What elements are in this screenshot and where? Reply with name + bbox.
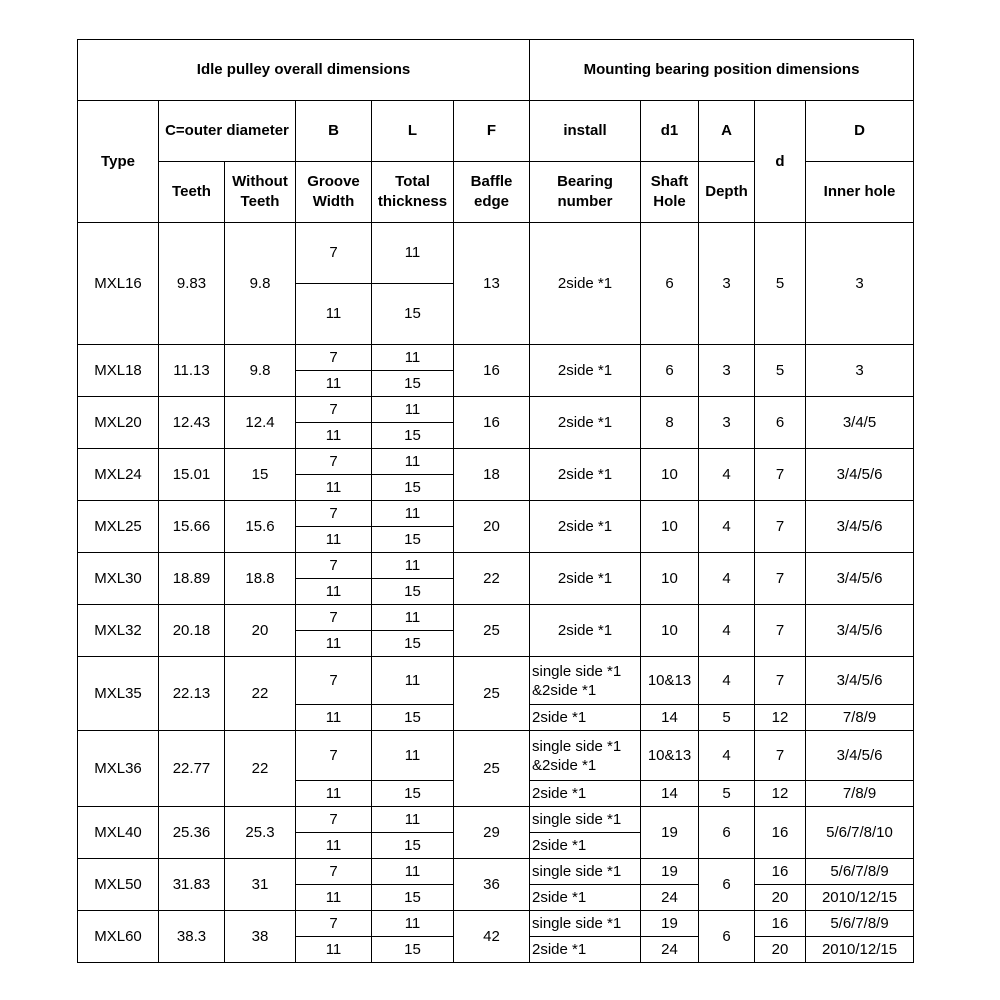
without-teeth-cell: 9.8: [225, 345, 296, 397]
d-cell: 12: [755, 705, 806, 731]
d-cell: 5: [755, 223, 806, 345]
baffle-edge-cell: 25: [454, 657, 530, 731]
header-d1: d1: [641, 101, 699, 162]
install-cell: 2side *1: [530, 345, 641, 397]
baffle-edge-cell: 13: [454, 223, 530, 345]
teeth-cell: 25.36: [159, 807, 225, 859]
shaft-hole-cell: 10: [641, 553, 699, 605]
groove-width-cell: 7: [296, 345, 372, 371]
install-cell: 2side *1: [530, 705, 641, 731]
depth-cell: 3: [699, 397, 755, 449]
depth-cell: 4: [699, 449, 755, 501]
groove-width-cell: 7: [296, 501, 372, 527]
d-cell: 12: [755, 781, 806, 807]
type-cell: MXL32: [78, 605, 159, 657]
baffle-edge-cell: 20: [454, 501, 530, 553]
inner-hole-cell: 2010/12/15: [806, 885, 914, 911]
table-row: [78, 501, 914, 527]
d-cell: 7: [755, 501, 806, 553]
depth-cell: 6: [699, 859, 755, 911]
type-cell: MXL18: [78, 345, 159, 397]
depth-cell: 6: [699, 807, 755, 859]
table-row: [78, 397, 914, 423]
d-cell: 16: [755, 859, 806, 885]
depth-cell: 3: [699, 223, 755, 345]
header-shaft-hole: Shaft Hole: [641, 162, 699, 223]
depth-cell: 4: [699, 605, 755, 657]
without-teeth-cell: 22: [225, 731, 296, 807]
without-teeth-cell: 18.8: [225, 553, 296, 605]
type-cell: MXL24: [78, 449, 159, 501]
total-thickness-cell: 11: [372, 449, 454, 475]
header-install: install: [530, 101, 641, 162]
total-thickness-cell: 11: [372, 807, 454, 833]
depth-cell: 4: [699, 501, 755, 553]
total-thickness-cell: 11: [372, 657, 454, 705]
install-cell: 2side *1: [530, 501, 641, 553]
type-cell: MXL36: [78, 731, 159, 807]
header-d-big: D: [806, 101, 914, 162]
d-cell: 20: [755, 937, 806, 963]
groove-width-cell: 11: [296, 371, 372, 397]
groove-width-cell: 7: [296, 449, 372, 475]
without-teeth-cell: 9.8: [225, 223, 296, 345]
type-cell: MXL50: [78, 859, 159, 911]
shaft-hole-cell: 19: [641, 859, 699, 885]
type-cell: MXL30: [78, 553, 159, 605]
total-thickness-cell: 15: [372, 284, 454, 345]
header-depth: Depth: [699, 162, 755, 223]
baffle-edge-cell: 25: [454, 731, 530, 807]
d-cell: 6: [755, 397, 806, 449]
header-bearing-position-dimensions: Mounting bearing position dimensions: [530, 40, 914, 101]
teeth-cell: 15.66: [159, 501, 225, 553]
shaft-hole-cell: 24: [641, 937, 699, 963]
without-teeth-cell: 15: [225, 449, 296, 501]
table-row: [78, 223, 914, 284]
teeth-cell: 18.89: [159, 553, 225, 605]
total-thickness-cell: 11: [372, 553, 454, 579]
groove-width-cell: 11: [296, 705, 372, 731]
inner-hole-cell: 5/6/7/8/9: [806, 859, 914, 885]
total-thickness-cell: 11: [372, 859, 454, 885]
inner-hole-cell: 7/8/9: [806, 781, 914, 807]
install-cell: single side *1 &2side *1: [530, 731, 641, 781]
teeth-cell: 22.13: [159, 657, 225, 731]
header-type: Type: [78, 101, 159, 223]
groove-width-cell: 11: [296, 885, 372, 911]
baffle-edge-cell: 22: [454, 553, 530, 605]
column-header-row: [78, 101, 914, 162]
without-teeth-cell: 20: [225, 605, 296, 657]
groove-width-cell: 7: [296, 859, 372, 885]
header-without-teeth: Without Teeth: [225, 162, 296, 223]
header-teeth: Teeth: [159, 162, 225, 223]
total-thickness-cell: 11: [372, 911, 454, 937]
total-thickness-cell: 11: [372, 731, 454, 781]
groove-width-cell: 11: [296, 423, 372, 449]
baffle-edge-cell: 16: [454, 397, 530, 449]
table-row: [78, 807, 914, 833]
table-row: [78, 731, 914, 781]
baffle-edge-cell: 36: [454, 859, 530, 911]
d-cell: 7: [755, 605, 806, 657]
shaft-hole-cell: 19: [641, 911, 699, 937]
d-cell: 20: [755, 885, 806, 911]
inner-hole-cell: 3/4/5/6: [806, 553, 914, 605]
shaft-hole-cell: 10: [641, 501, 699, 553]
inner-hole-cell: 7/8/9: [806, 705, 914, 731]
d-cell: 7: [755, 657, 806, 705]
without-teeth-cell: 15.6: [225, 501, 296, 553]
teeth-cell: 11.13: [159, 345, 225, 397]
total-thickness-cell: 15: [372, 937, 454, 963]
install-cell: 2side *1: [530, 885, 641, 911]
total-thickness-cell: 11: [372, 345, 454, 371]
type-cell: MXL40: [78, 807, 159, 859]
inner-hole-cell: 5/6/7/8/10: [806, 807, 914, 859]
header-total-thickness: Total thickness: [372, 162, 454, 223]
teeth-cell: 20.18: [159, 605, 225, 657]
baffle-edge-cell: 42: [454, 911, 530, 963]
groove-width-cell: 7: [296, 807, 372, 833]
depth-cell: 4: [699, 731, 755, 781]
group-header-row: [78, 40, 914, 101]
header-d-small: d: [755, 101, 806, 223]
inner-hole-cell: 3/4/5/6: [806, 501, 914, 553]
d-cell: 5: [755, 345, 806, 397]
total-thickness-cell: 15: [372, 371, 454, 397]
pulley-spec-table: [77, 39, 914, 963]
baffle-edge-cell: 16: [454, 345, 530, 397]
baffle-edge-cell: 18: [454, 449, 530, 501]
groove-width-cell: 11: [296, 475, 372, 501]
total-thickness-cell: 15: [372, 423, 454, 449]
d-cell: 7: [755, 449, 806, 501]
groove-width-cell: 7: [296, 553, 372, 579]
install-cell: single side *1: [530, 807, 641, 833]
teeth-cell: 15.01: [159, 449, 225, 501]
depth-cell: 5: [699, 705, 755, 731]
inner-hole-cell: 3/4/5/6: [806, 605, 914, 657]
shaft-hole-cell: 24: [641, 885, 699, 911]
shaft-hole-cell: 14: [641, 705, 699, 731]
groove-width-cell: 7: [296, 397, 372, 423]
shaft-hole-cell: 10&13: [641, 657, 699, 705]
install-cell: 2side *1: [530, 605, 641, 657]
depth-cell: 3: [699, 345, 755, 397]
install-cell: 2side *1: [530, 833, 641, 859]
type-cell: MXL60: [78, 911, 159, 963]
table-row: [78, 345, 914, 371]
groove-width-cell: 7: [296, 657, 372, 705]
groove-width-cell: 7: [296, 223, 372, 284]
teeth-cell: 31.83: [159, 859, 225, 911]
header-groove-width: Groove Width: [296, 162, 372, 223]
header-b: B: [296, 101, 372, 162]
total-thickness-cell: 15: [372, 475, 454, 501]
inner-hole-cell: 3/4/5/6: [806, 657, 914, 705]
table-row: [78, 449, 914, 475]
inner-hole-cell: 3: [806, 345, 914, 397]
groove-width-cell: 7: [296, 605, 372, 631]
total-thickness-cell: 15: [372, 781, 454, 807]
total-thickness-cell: 11: [372, 605, 454, 631]
install-cell: 2side *1: [530, 449, 641, 501]
type-cell: MXL16: [78, 223, 159, 345]
shaft-hole-cell: 10: [641, 605, 699, 657]
header-outer-diameter: C=outer diameter: [159, 101, 296, 162]
groove-width-cell: 7: [296, 731, 372, 781]
inner-hole-cell: 2010/12/15: [806, 937, 914, 963]
total-thickness-cell: 11: [372, 501, 454, 527]
shaft-hole-cell: 6: [641, 223, 699, 345]
inner-hole-cell: 3: [806, 223, 914, 345]
inner-hole-cell: 3/4/5/6: [806, 449, 914, 501]
header-f: F: [454, 101, 530, 162]
shaft-hole-cell: 10: [641, 449, 699, 501]
total-thickness-cell: 15: [372, 833, 454, 859]
groove-width-cell: 11: [296, 937, 372, 963]
groove-width-cell: 7: [296, 911, 372, 937]
teeth-cell: 12.43: [159, 397, 225, 449]
table-row: [78, 553, 914, 579]
baffle-edge-cell: 29: [454, 807, 530, 859]
total-thickness-cell: 15: [372, 527, 454, 553]
depth-cell: 4: [699, 553, 755, 605]
total-thickness-cell: 11: [372, 397, 454, 423]
groove-width-cell: 11: [296, 527, 372, 553]
total-thickness-cell: 15: [372, 631, 454, 657]
install-cell: single side *1 &2side *1: [530, 657, 641, 705]
d-cell: 7: [755, 553, 806, 605]
install-cell: 2side *1: [530, 553, 641, 605]
inner-hole-cell: 5/6/7/8/9: [806, 911, 914, 937]
shaft-hole-cell: 19: [641, 807, 699, 859]
type-cell: MXL20: [78, 397, 159, 449]
shaft-hole-cell: 10&13: [641, 731, 699, 781]
header-l: L: [372, 101, 454, 162]
total-thickness-cell: 11: [372, 223, 454, 284]
inner-hole-cell: 3/4/5/6: [806, 731, 914, 781]
without-teeth-cell: 25.3: [225, 807, 296, 859]
install-cell: 2side *1: [530, 223, 641, 345]
d-cell: 7: [755, 731, 806, 781]
without-teeth-cell: 38: [225, 911, 296, 963]
header-inner-hole: Inner hole: [806, 162, 914, 223]
install-cell: 2side *1: [530, 781, 641, 807]
depth-cell: 6: [699, 911, 755, 963]
teeth-cell: 22.77: [159, 731, 225, 807]
install-cell: single side *1: [530, 859, 641, 885]
total-thickness-cell: 15: [372, 705, 454, 731]
header-baffle-edge: Baffle edge: [454, 162, 530, 223]
table-row: [78, 911, 914, 937]
total-thickness-cell: 15: [372, 885, 454, 911]
header-overall-dimensions: Idle pulley overall dimensions: [78, 40, 530, 101]
without-teeth-cell: 12.4: [225, 397, 296, 449]
table-row: [78, 657, 914, 705]
teeth-cell: 9.83: [159, 223, 225, 345]
groove-width-cell: 11: [296, 631, 372, 657]
header-bearing-number: Bearing number: [530, 162, 641, 223]
install-cell: 2side *1: [530, 937, 641, 963]
d-cell: 16: [755, 911, 806, 937]
groove-width-cell: 11: [296, 781, 372, 807]
groove-width-cell: 11: [296, 833, 372, 859]
without-teeth-cell: 22: [225, 657, 296, 731]
shaft-hole-cell: 8: [641, 397, 699, 449]
depth-cell: 4: [699, 657, 755, 705]
groove-width-cell: 11: [296, 579, 372, 605]
table-row: [78, 859, 914, 885]
install-cell: 2side *1: [530, 397, 641, 449]
teeth-cell: 38.3: [159, 911, 225, 963]
depth-cell: 5: [699, 781, 755, 807]
table-row: [78, 605, 914, 631]
inner-hole-cell: 3/4/5: [806, 397, 914, 449]
total-thickness-cell: 15: [372, 579, 454, 605]
d-cell: 16: [755, 807, 806, 859]
baffle-edge-cell: 25: [454, 605, 530, 657]
type-cell: MXL25: [78, 501, 159, 553]
shaft-hole-cell: 6: [641, 345, 699, 397]
groove-width-cell: 11: [296, 284, 372, 345]
without-teeth-cell: 31: [225, 859, 296, 911]
type-cell: MXL35: [78, 657, 159, 731]
header-a: A: [699, 101, 755, 162]
shaft-hole-cell: 14: [641, 781, 699, 807]
install-cell: single side *1: [530, 911, 641, 937]
